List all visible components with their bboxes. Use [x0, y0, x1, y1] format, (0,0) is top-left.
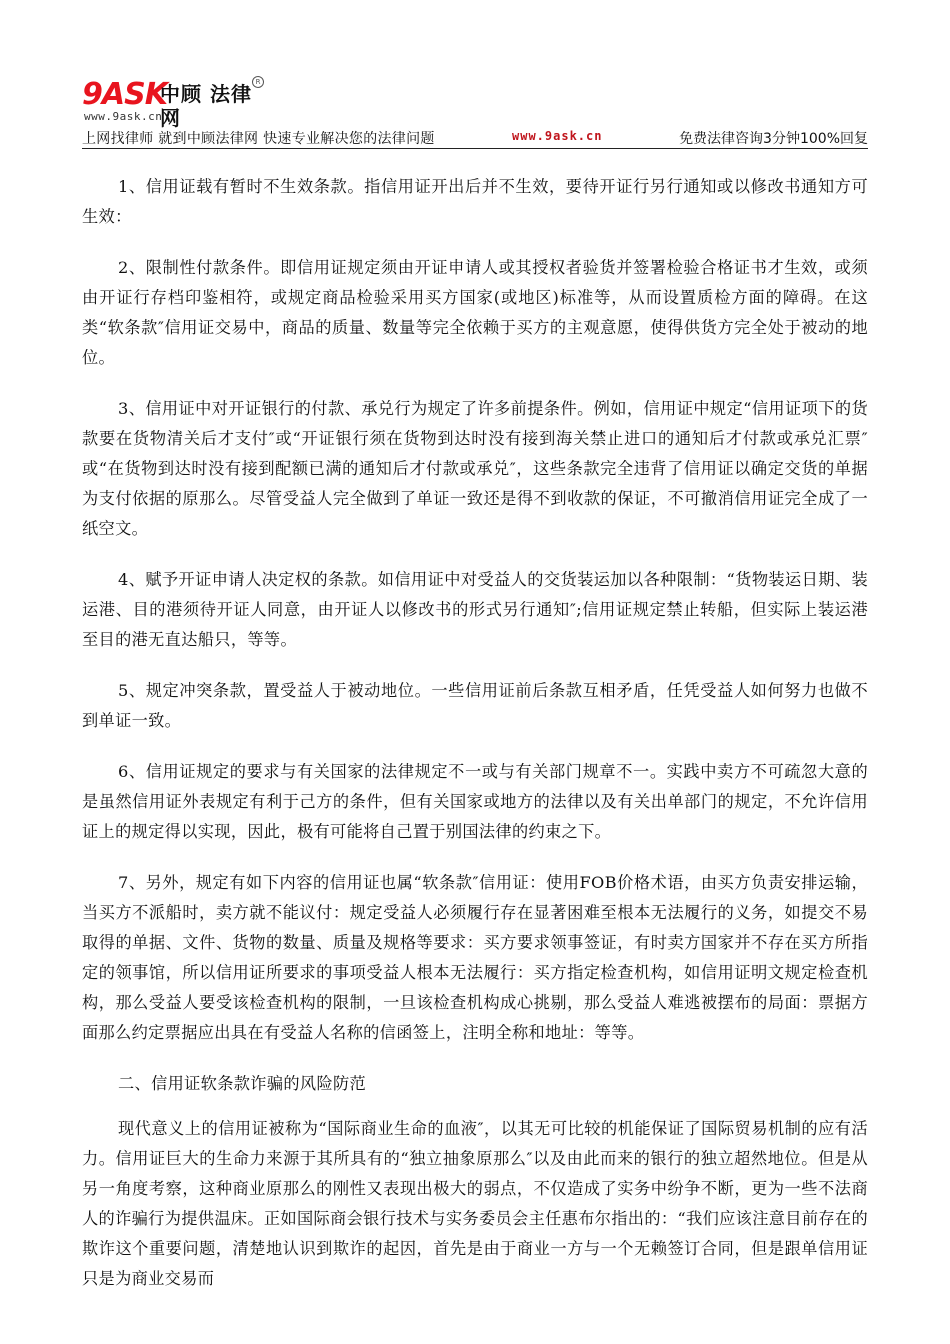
- paragraph-2: 2、限制性付款条件。即信用证规定须由开证申请人或其授权者验货并签署检验合格证书才生效，或须由开证行存档印鉴相符，或规定商品检验采用买方国家(或地区)标准等，从而设置质检方面的障碍。在这类“软条款″信用证交易中，商品的质量、数量等完全依赖于买方的主观意愿，使得供货方完全处于被动的地位。: [82, 258, 868, 367]
- tagline-slogan: 上网找律师 就到中顾法律网 快速专业解决您的法律问题: [82, 131, 435, 147]
- tagline-consult: 免费法律咨询3分钟100%回复: [679, 131, 868, 147]
- paragraph-7: 7、另外，规定有如下内容的信用证也属“软条款″信用证：使用FOB价格术语，由买方负责安排运输，当买方不派船时，卖方就不能议付：规定受益人必须履行存在显著困难至根本无法履行的义务，如提交不易取得的单据、文件、货物的数量、质量及规格等要求：买方要求领事签证，有时卖方国家并不存在买方所指定的领事馆，所以信用证所要求的事项受益人根本无法履行：买方指定检查机构，如信用证明文规定检查机构，那么受益人要受该检查机构的限制，一旦该检查机构成心挑剔，那么受益人难逃被摆布的局面：票据方面那么约定票据应出具在有受益人名称的信函签上，注明全称和地址：等等。: [82, 873, 868, 1042]
- paragraph-4: 4、赋予开证申请人决定权的条款。如信用证中对受益人的交货装运加以各种限制：“货物装运日期、装运港、目的港须待开证人同意，由开证人以修改书的形式另行通知″;信用证规定禁止转船，但实际上装运港至目的港无直达船只，等等。: [82, 570, 868, 649]
- header-divider: [82, 148, 868, 149]
- page-header: [82, 76, 868, 150]
- site-logo[interactable]: [82, 76, 272, 130]
- tagline-url-link[interactable]: www.9ask.cn: [512, 129, 603, 143]
- logo-mark: 9ASK: [82, 77, 167, 112]
- registered-icon: R: [252, 76, 264, 88]
- paragraph-1: 1、信用证载有暂时不生效条款。指信用证开出后并不生效，要待开证行另行通知或以修改书通知方可生效：: [82, 177, 868, 226]
- paragraph-8: 现代意义上的信用证被称为“国际商业生命的血液″，以其无可比较的机能保证了国际贸易机制的应有活力。信用证巨大的生命力来源于其所具有的“独立抽象原那么″以及由此而来的银行的独立超然地位。但是从另一角度考察，这种商业原那么的刚性又表现出极大的弱点，不仅造成了实务中纷争不断，更为一些不法商人的诈骗行为提供温床。正如国际商会银行技术与实务委员会主任惠布尔指出的：“我们应该注意目前存在的欺诈这个重要问题，清楚地认识到欺诈的起因，首先是由于商业一方与一个无赖签订合同，但是跟单信用证只是为商业交易而: [82, 1119, 868, 1288]
- logo-name: 中顾 法律网: [160, 82, 252, 130]
- paragraph-3: 3、信用证中对开证银行的付款、承兑行为规定了许多前提条件。例如，信用证中规定“信用证项下的货款要在货物清关后才支付″或“开证银行须在货物到达时没有接到海关禁止进口的通知后才付款或承兑汇票″或“在货物到达时没有接到配额已满的通知后才付款或承兑″，这些条款完全违背了信用证以确定交货的单据为支付依据的原那么。尽管受益人完全做到了单证一致还是得不到收款的保证，不可撤消信用证完全成了一纸空文。: [82, 399, 868, 538]
- logo-url: www.9ask.cn: [84, 110, 163, 123]
- tagline-row: [82, 126, 868, 148]
- paragraph-5: 5、规定冲突条款，置受益人于被动地位。一些信用证前后条款互相矛盾，任凭受益人如何努力也做不到单证一致。: [82, 681, 868, 730]
- paragraph-6: 6、信用证规定的要求与有关国家的法律规定不一或与有关部门规章不一。实践中卖方不可疏忽大意的是虽然信用证外表规定有利于己方的条件，但有关国家或地方的法律以及有关出单部门的规定，不允许信用证上的规定得以实现，因此，极有可能将自己置于别国法律的约束之下。: [82, 762, 868, 841]
- section-heading: 二、信用证软条款诈骗的风险防范: [118, 1074, 367, 1093]
- document-body: [82, 172, 868, 1315]
